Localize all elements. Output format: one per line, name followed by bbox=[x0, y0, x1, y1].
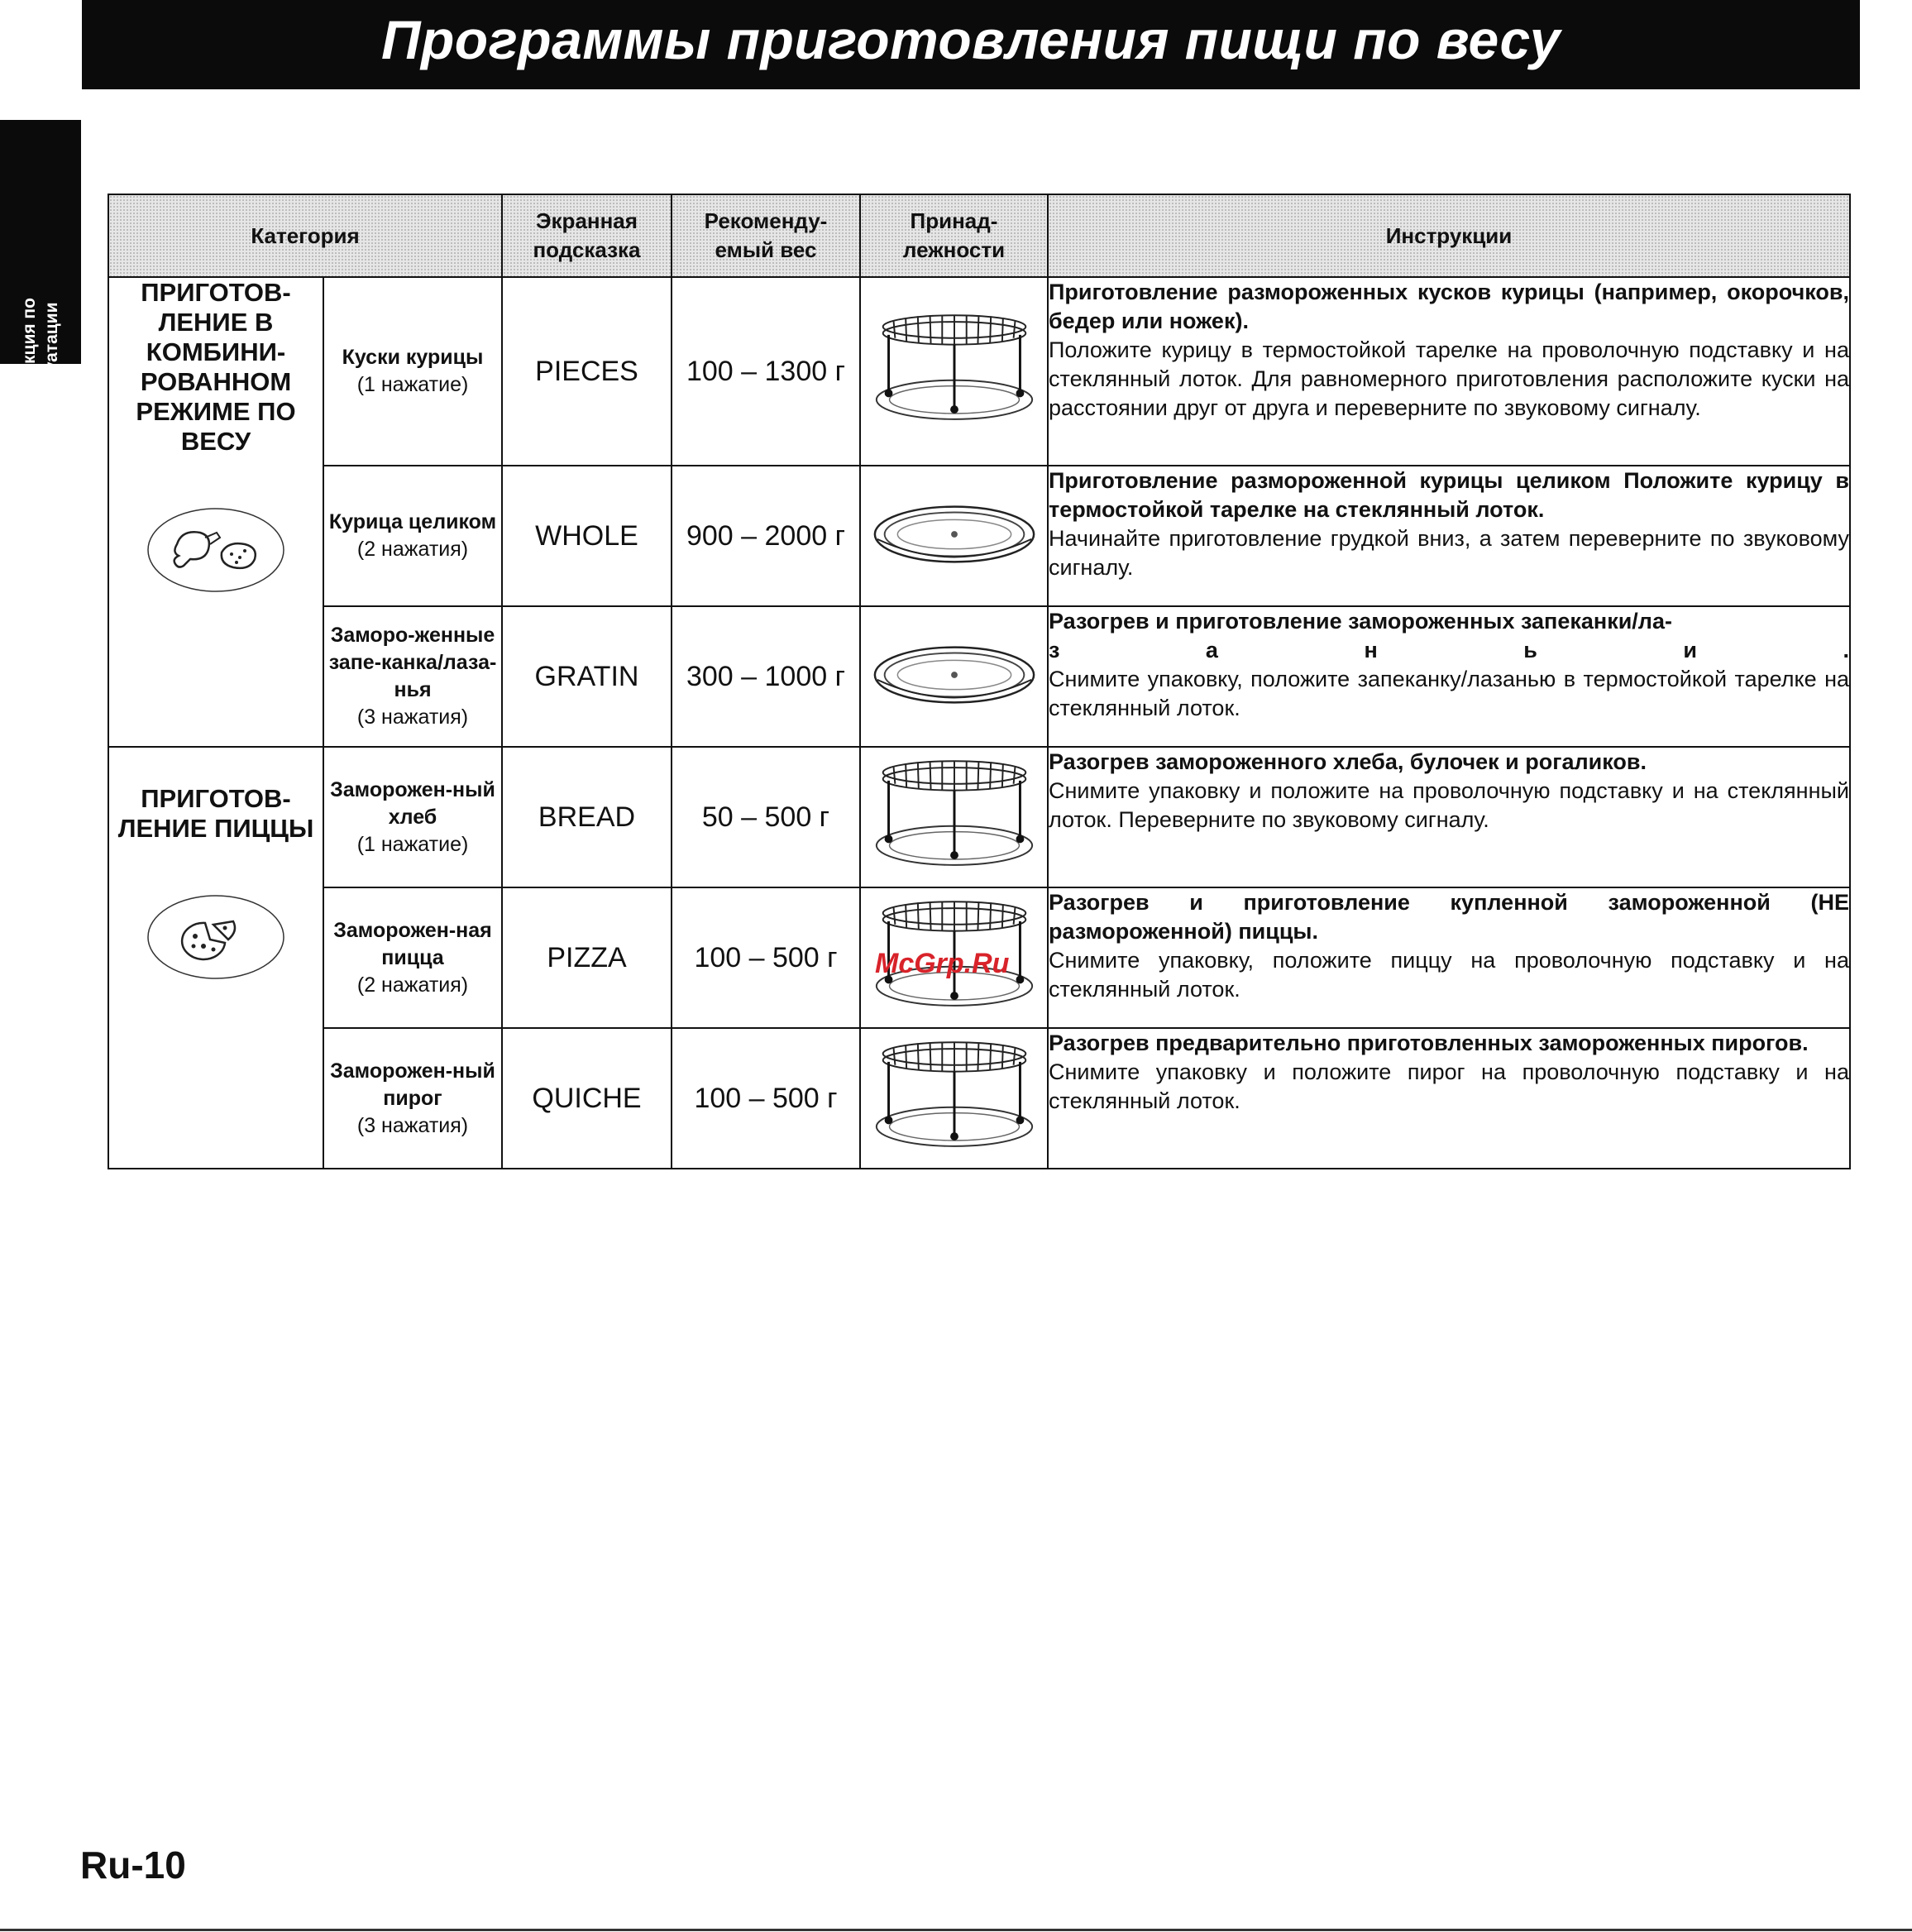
instructions-heading: Приготовление размороженных кусков курицы (например, окорочков, бедер или ножек). bbox=[1049, 280, 1849, 333]
recommended-weight: 300 – 1000 г bbox=[672, 606, 860, 747]
recommended-weight: 900 – 2000 г bbox=[672, 466, 860, 606]
instructions-heading-spaced: з а н ь и . bbox=[1049, 638, 1849, 662]
instructions-text: Снимите упаковку, положите пиццу на проволочную подставку и на стеклянный лоток. bbox=[1049, 948, 1849, 1002]
programs-table bbox=[108, 194, 1851, 1169]
recommended-weight: 100 – 500 г bbox=[672, 887, 860, 1028]
program-name-cell bbox=[323, 887, 502, 1028]
glass-tray-icon bbox=[860, 466, 1048, 606]
category-pizza bbox=[108, 747, 323, 1169]
glass-tray-icon bbox=[860, 606, 1048, 747]
table-row bbox=[108, 747, 1850, 887]
program-name: Куски курицы bbox=[342, 346, 484, 369]
program-name: Заморо-женные запе-канка/лаза-нья bbox=[328, 624, 497, 701]
bottom-rule bbox=[0, 1929, 1912, 1931]
display-hint: BREAD bbox=[502, 747, 672, 887]
table-row bbox=[108, 277, 1850, 466]
header-category: Категория bbox=[108, 194, 502, 277]
display-hint: WHOLE bbox=[502, 466, 672, 606]
wire-rack-icon bbox=[860, 1028, 1048, 1169]
instructions-text: Начинайте приготовление грудкой вниз, а затем переверните по звуковому сигналу. bbox=[1049, 526, 1849, 580]
program-name-cell bbox=[323, 277, 502, 466]
instructions-text: Снимите упаковку, положите запеканку/лазанью в термостойкой тарелке на стеклянный лоток. bbox=[1049, 667, 1849, 720]
table-row bbox=[108, 466, 1850, 606]
instructions-cell bbox=[1048, 1028, 1850, 1169]
header-hint: Экранная подсказка bbox=[502, 194, 672, 277]
display-hint: PIECES bbox=[502, 277, 672, 466]
instructions-text: Снимите упаковку и положите пирог на проволочную подставку и на стеклянный лоток. bbox=[1049, 1059, 1849, 1113]
program-name-cell bbox=[323, 747, 502, 887]
side-tab bbox=[0, 120, 81, 425]
page-number: Ru-10 bbox=[80, 1844, 186, 1887]
display-hint: PIZZA bbox=[502, 887, 672, 1028]
instructions-text: Положите курицу в термостойкой тарелке на проволочную подставку и на стеклянный лоток. Для равномерного приготовления расположите куски на расстоянии друг от друга и переверните по звуковому сигналу. bbox=[1049, 337, 1849, 420]
instructions-cell bbox=[1048, 606, 1850, 747]
program-presses: (1 нажатие) bbox=[356, 832, 469, 856]
recommended-weight: 100 – 500 г bbox=[672, 1028, 860, 1169]
page-title: Программы приготовления пищи по весу bbox=[82, 0, 1860, 89]
program-presses: (2 нажатия) bbox=[356, 973, 469, 997]
recommended-weight: 100 – 1300 г bbox=[672, 277, 860, 466]
program-name: Заморожен-ный хлеб bbox=[330, 777, 495, 829]
chicken-icon bbox=[109, 505, 323, 602]
program-name-cell bbox=[323, 606, 502, 747]
wire-rack-icon bbox=[860, 277, 1048, 466]
header-weight: Рекоменду-емый вес bbox=[672, 194, 860, 277]
program-presses: (3 нажатия) bbox=[356, 705, 469, 729]
header-accessories: Принад-лежности bbox=[860, 194, 1048, 277]
program-name: Заморожен-ный пирог bbox=[330, 1059, 495, 1110]
program-presses: (2 нажатия) bbox=[356, 538, 469, 561]
table-row bbox=[108, 606, 1850, 747]
instructions-cell bbox=[1048, 747, 1850, 887]
program-name: Заморожен-ная пицца bbox=[333, 918, 492, 969]
instructions-heading: Разогрев и приготовление замороженных запеканки/ла- bbox=[1049, 609, 1672, 634]
category-title: ПРИГОТОВ-ЛЕНИЕ В КОМБИНИ-РОВАННОМ РЕЖИМЕ ПО ВЕСУ bbox=[136, 278, 296, 456]
table-row bbox=[108, 1028, 1850, 1169]
program-presses: (1 нажатие) bbox=[356, 373, 469, 396]
side-tab-text: Инструкция по эксплуатации bbox=[20, 298, 61, 425]
category-combi bbox=[108, 277, 323, 747]
instructions-cell bbox=[1048, 277, 1850, 466]
program-name-cell bbox=[323, 1028, 502, 1169]
instructions-heading: Разогрев и приготовление купленной замороженной (НЕ размороженной) пиццы. bbox=[1049, 890, 1849, 944]
category-title: ПРИГОТОВ-ЛЕНИЕ ПИЦЦЫ bbox=[117, 784, 314, 843]
instructions-heading: Разогрев замороженного хлеба, булочек и рогаликов. bbox=[1049, 749, 1647, 774]
program-name-cell bbox=[323, 466, 502, 606]
display-hint: GRATIN bbox=[502, 606, 672, 747]
display-hint: QUICHE bbox=[502, 1028, 672, 1169]
program-name: Курица целиком bbox=[328, 510, 497, 533]
instructions-text: Снимите упаковку и положите на проволочную подставку и на стеклянный лоток. Переверните по звуковому сигналу. bbox=[1049, 778, 1849, 832]
watermark: McGrp.Ru bbox=[875, 948, 1010, 979]
instructions-cell bbox=[1048, 887, 1850, 1028]
recommended-weight: 50 – 500 г bbox=[672, 747, 860, 887]
instructions-heading: Приготовление размороженной курицы целиком Положите курицу в термостойкой тарелке на стеклянный лоток. bbox=[1049, 468, 1849, 522]
instructions-heading: Разогрев предварительно приготовленных замороженных пирогов. bbox=[1049, 1031, 1809, 1055]
pizza-icon bbox=[109, 892, 323, 989]
instructions-cell bbox=[1048, 466, 1850, 606]
program-presses: (3 нажатия) bbox=[356, 1113, 469, 1137]
header-instructions: Инструкции bbox=[1048, 194, 1850, 277]
wire-rack-icon bbox=[860, 747, 1048, 887]
